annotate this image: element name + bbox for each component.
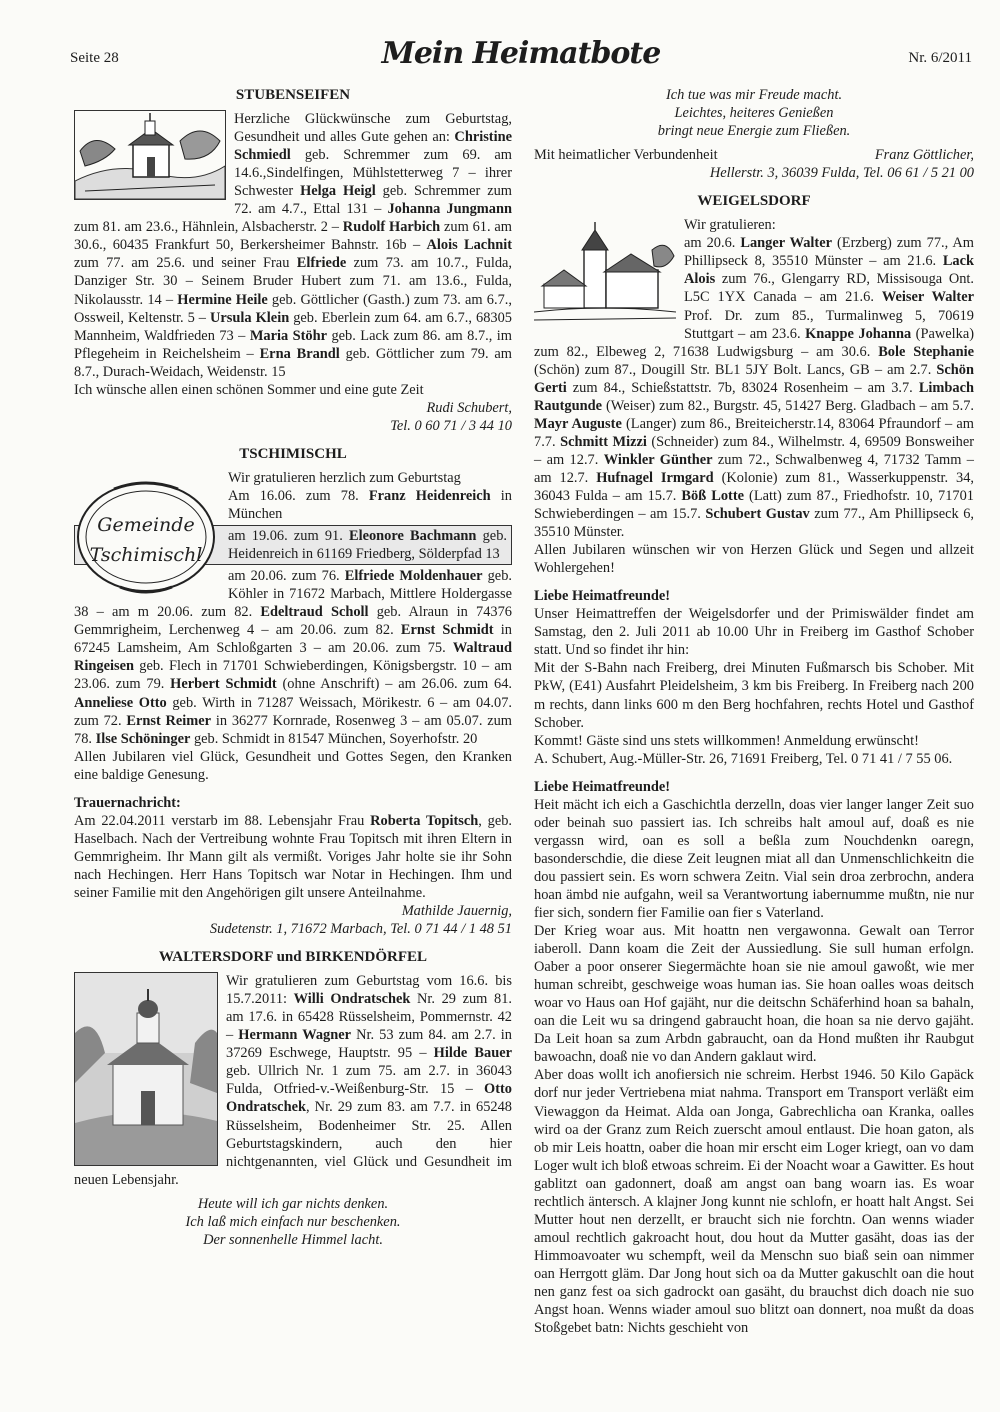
- birthday-list: Wir gratulieren zum Geburtstag vom 16.6. bis 15.7.2011: Willi Ondratschek Nr. 29 zum 81. am 17.6. in 65428 Rüsselsheim, Pommernstr. 42 – Hermann Wagner Nr. 53 zum 84. am 2.7. in 37269 Eschwege, Hauptstr. 95 – Hilde Bauer geb. Ullrich Nr. 1 zum 75. am 2.7. in 36043 Fulda, Otfried-v.-Weißenburg-Str. 15 – Otto Ondratschek, Nr. 29 zum 83. am 7.7. in 65248 Rüsselsheim, Bodenheimer Str. 25. Allen Geburtstagskindern, auch den hier nichtgenannten, viel Glück und Gesundheit im neuen Lebensjahr.: [74, 973, 512, 1188]
- intro-line: Wir gratulieren:: [684, 217, 776, 234]
- section-stubenseifen: [74, 86, 512, 435]
- poem-line: Der sonnenhelle Himmel lacht.: [203, 1231, 383, 1248]
- poem-line: Heute will ich gar nichts denken.: [197, 1195, 389, 1212]
- paragraph: Heit mächt ich eich a Gaschichtla derzelln, doas vier langer langer Zeit suo oder beinah suo passiert ias. Ich schreibs halt amoul auf, doaß es nie vergassn wird, oan es soll a beßla zum Nouchdenkn oaregn, basonderschdie, die diese Zeit leugnen miat all dan Unmenschlichkeitn die dou passiert sein. Es worn schwera Zeitn. Vial sein droa zerbrochn, andera hoan ämbd nie aufgahn, weil sa Verantwortung iabernumme mußtn, nie nur fier sich, sondern fier Familie oan fier s Vaterland.: [534, 796, 974, 922]
- paragraph: Aber doas wollt ich anofiersich nie schreim. Herbst 1946. 50 Kilo Gapäck dorf nur jeder Vertriebena miat nahma. Transport em Transport verläßt eim Viewaggon da Heimat. Alda oan Jonga, Gabrechlicha oan Kranka, oalles wird oa der Granz zum Reich zuerscht amoul entlaust. Die hoan gaton, als ob mir Leis hoattn, oaber die hoan mir erscht eim Loger kriegt, oan vo dam Loger wult ich bloß etwoas schreim. Ei der Noacht woar a Gawitter. Es hout gablitzt oan gadonnert, doaß am angst oan bang woarn ias. Es woar rechtlich äntersch. A klajner Jong kunnt nie schlofn, er hoatt halt Angst. Sei Mutter hout nen derzellt, er braucht sich nie forchtn. Oan wenns wiader amoul rechtlich gakroacht hout, dou hout da Mutter gasäht, doas ias der Himmoavoater wu schempft, weil da Menschn suo biaß sein oan nimmer oan Herrgott gläm. Dar Jong hout sich oa da Mutter gakuschlt oan die hout nen ganz fest oa sich gadrockt oan gasäht, du brauchst dich doach nie suo Angst hoan. Wenns wiader amoul suo blitzt oan donnert, noa mußt da doas Stoßgebet batn: Nichts geschieht von: [534, 1067, 974, 1337]
- obituary-text: Am 22.04.2011 verstarb im 88. Lebensjahr Frau Roberta Topitsch, geb. Haselbach. Nach der Vertreibung wohnte Frau Topitsch mit ihren Eltern in Gemmrigheim. Ihr Mann gilt als vermißt. Voriges Jahr holte sie ihr Sohn nach Hechingen. Herr Hans Topitsch war Notar in Hechingen. Ihm und seiner Familie mit den Angehörigen gilt unsere Anteilnahme.: [74, 812, 513, 901]
- section-heading: TSCHIMISCHL: [239, 445, 347, 462]
- intro-line: Wir gratulieren herzlich zum Geburtstag: [228, 469, 461, 486]
- page-header: [70, 36, 972, 76]
- church-sketch-image: [74, 110, 226, 200]
- section-heading: WEIGELSDORF: [697, 193, 811, 210]
- chapel-photo-image: [74, 972, 218, 1166]
- birthday-list: am 20.06. zum 76. Elfriede Moldenhauer geb. Köhler in 71672 Marbach, Mittlere Holdergasse 38 – am m 20.06. zum 82. Edeltraud Scholl geb. Alraun in 74376 Gemmrigheim, Lerchenweg 4 – am 20.06. zum 82. Ernst Schmidt in 67245 Lamsheim, Am Schloßgarten 3 – am 20.06. zum 75. Waltraud Ringeisen geb. Flech in 71701 Schwieberdingen, Königsbergstr. 10 – am 23.06. zum 79. Herbert Schmidt (ohne Anschrift) – am 26.06. zum 64. Anneliese Otto geb. Wirth in 71287 Weissach, Mörikestr. 6 – am 04.07. zum 72. Ernst Reimer in 36277 Kornrade, Rosenweg 3 – am 05.07. zum 78. Ilse Schöninger geb. Schmidt in 81547 München, Soyerhofstr. 20: [74, 568, 512, 747]
- closing-wish: Allen Jubilaren wünschen wir von Herzen Glück und Segen und allzeit Wohlergehen!: [534, 542, 974, 577]
- paragraph: Unser Heimattreffen der Weigelsdorfer und der Primiswälder findet am Samstag, den 2. Juli 2011 ab 10.00 Uhr in Freiberg im Gasthof Schober statt. Und so findet ihr hin:: [534, 606, 974, 659]
- contact-line: A. Schubert, Aug.-Müller-Str. 26, 71691 Freiberg, Tel. 0 71 41 / 7 55 06.: [534, 750, 953, 767]
- section-weigelsdorf: [534, 192, 974, 577]
- page-number: Seite 28: [70, 50, 119, 66]
- highlighted-entry-box: am 19.06. zum 91. Eleonore Bachmann geb. Heidenreich in 61169 Friedberg, Sölderpfad 13: [74, 525, 512, 565]
- poem-line: Ich laß mich einfach nur beschenken.: [185, 1213, 401, 1230]
- birthday-list: am 20.6. Langer Walter (Erzberg) zum 77., Am Phillipseck 8, 35510 Münster – am 21.6. Lack Alois zum 76., Glengarry RD, Missisouga Ont. L5C 1YX Canada – am 21.6. Weiser Walter Prof. Dr. zum 85., Turmalinweg 5, 70619 Stuttgart – am 23.6. Knappe Johanna (Pawelka) zum 82., Elbeweg 2, 71638 Ludwigsburg – am 30.6. Bole Stephanie (Schön) zum 87., Dougill Str. BL1 5JY Bolt. Lancs, GB – am 2.7. Schön Gerti zum 84., Schießstattstr. 7b, 83024 Rosenheim – am 3.7. Limbach Rautgunde (Weiser) zum 82., Burgstr. 45, 51427 Berg. Gladbach – am 5.7. Mayr Auguste (Langer) zum 86., Breiteicherstr.14, 83064 Pfraundorf – am 7.7. Schmitt Mizzi (Schneider) zum 84., Wilhelmstr. 4, 69509 Bonsweiher – am 12.7. Winkler Günther zum 72., Schwalbenweg 4, 71732 Tamm – am 12.7. Hufnagel Irmgard (Kolonie) zum 81., Wasserkuppenstr. 34, 36043 Fulda – am 15.7. Böß Lotte (Latt) zum 87., Friedhofstr. 10, 71701 Schwieberdingen – am 15.7. Schubert Gustav zum 77., Am Phillipseck 6, 35510 Münster.: [534, 235, 975, 541]
- left-column: [74, 86, 512, 1249]
- municipal-seal-image: [74, 475, 218, 600]
- section-waltersdorf: [74, 948, 512, 1249]
- paragraph: Kommt! Gäste sind uns stets willkommen! Anmeldung erwünscht!: [534, 732, 919, 749]
- signature-phone: Tel. 0 60 71 / 3 44 10: [390, 417, 512, 434]
- masthead-title: Mein Heimatbote: [381, 36, 661, 71]
- poem-line: bringt neue Energie zum Fließen.: [657, 123, 851, 140]
- right-column: [534, 86, 974, 1337]
- paragraph: Mit der S-Bahn nach Freiberg, drei Minuten Fußmarsch bis Schober. Mit PkW, (E41) Ausfahrt Pleidelsheim, 3 km bis Freiberg. In Freiberg nach 200 m rechts, dann links 600 m den Berg hochfahren, rechts Hotel und Gasthof Schober.: [534, 660, 974, 731]
- section-heimattreffen: [534, 587, 974, 767]
- section-trauernachricht: [74, 794, 512, 938]
- section-heading: STUBENSEIFEN: [235, 87, 351, 103]
- poem-line: Ich tue was mir Freude macht.: [665, 87, 843, 103]
- greeting-line: Mit heimatlicher Verbundenheit Franz Göttlicher,: [534, 147, 974, 164]
- section-heading: Liebe Heimatfreunde!: [534, 778, 671, 795]
- section-story: [534, 778, 974, 1337]
- greeting-address: Hellerstr. 3, 36039 Fulda, Tel. 06 61 / 5 21 00: [709, 165, 974, 182]
- section-heading: WALTERSDORF und BIRKENDÖRFEL: [158, 949, 428, 966]
- seal-text-line2: Tschimischl: [89, 543, 203, 566]
- section-heading: Trauernachricht:: [74, 794, 181, 811]
- signature-name: Rudi Schubert,: [426, 399, 512, 416]
- birthday-entry: Am 16.06. zum 78. Franz Heidenreich in München: [228, 487, 512, 523]
- signature-name: Mathilde Jauernig,: [401, 903, 512, 920]
- poem-line: Leichtes, heiteres Genießen: [674, 105, 834, 122]
- section-heading: Liebe Heimatfreunde!: [534, 588, 671, 605]
- seal-text-line1: Gemeinde: [97, 513, 195, 536]
- closing-wish: Allen Jubilaren viel Glück, Gesundheit und Gottes Segen, den Kranken eine baldige Genesung.: [74, 748, 512, 783]
- issue-number: Nr. 6/2011: [908, 50, 972, 66]
- birthday-list: Herzliche Glückwünsche zum Geburtstag, Gesundheit und alles Gute gehen an: Christine Schmiedl geb. Schremmer zum 69. am 14.6.,Sindelfingen, Mühlstetterweg 7 – ihrer Schwester Helga Heigl geb. Schremmer zum 72. am 4.7., Ettal 131 – Johanna Jungmann zum 81. am 23.6., Hähnlein, Alsbacherstr. 2 – Rudolf Harbich zum 61. am 30.6., 60435 Frankfurt 50, Berkersheimer Bahnstr. 16b – Alois Lachnit zum 77. am 25.6. und seiner Frau Elfriede zum 73. am 10.7., Fulda, Danziger Str. 30 – Seinem Bruder Hubert zum 71. am 13.6., Fulda, Nikolausstr. 14 – Hermine Heile geb. Göttlicher (Gasth.) zum 73. am 6.7., Ossweil, Keltenstr. 5 – Ursula Klein geb. Eberlein zum 64. am 6.7., 68305 Mannheim, Waldfrieden 73 – Maria Stöhr geb. Lack zum 86. am 8.7., im Pflegeheim in Reichelsheim – Erna Brandl geb. Göttlicher zum 79. am 8.7., Durach-Weidach, Weidenstr. 15: [74, 111, 513, 380]
- closing-wish: Ich wünsche allen einen schönen Sommer und eine gute Zeit: [74, 381, 424, 398]
- signature-address: Sudetenstr. 1, 71672 Marbach, Tel. 0 71 44 / 1 48 51: [209, 921, 512, 938]
- section-tschimischl: [74, 445, 512, 784]
- paragraph: Der Krieg woar aus. Mit hoattn nen vergawonna. Gewalt oan Terror iaberoll. Dann koam die Zeit der Aussiedlung. Sie sull human erfolgn. Oaber a poor onserer Siegermächte hoan sie nie amoul gawoßt, wie mer human schreibt, geschweige woas human ias. Sie hoan oalles woas deitsch woar vo Haus oan Hof gajäht, nur die deitschn Schäferhind hoan sa bahaln, oan die Leit wu sa dringend gabraucht hoan, die hoan sa nie dervo gajäht. Da Leit hoan sa zum Arbdn gabraucht, oan da Hond mußten ihr Raubgut bawoachn, doaß nie vo dan Andern gaklaut wird.: [534, 923, 974, 1066]
- church-village-sketch-image: [534, 220, 676, 333]
